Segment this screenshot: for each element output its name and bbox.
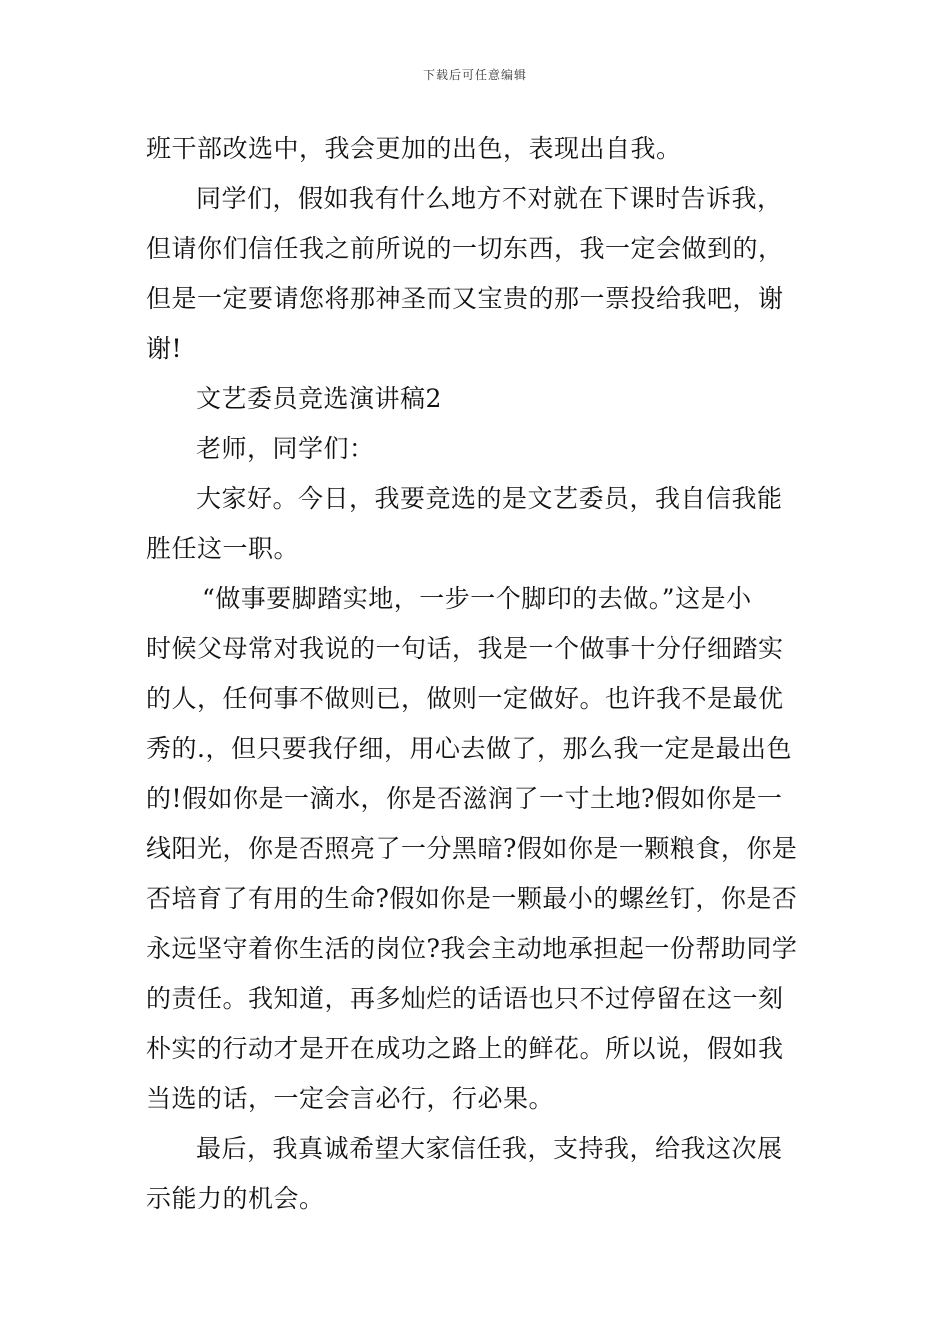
text-line: 大家好。今日，我要竞选的是文艺委员，我自信我能 [196,484,783,513]
text-line: 朴实的行动才是开在成功之路上的鲜花。所以说，假如我 [146,1034,784,1063]
text-line: 否培育了有用的生命?假如你是一颗最小的螺丝钉，你是否 [146,884,798,913]
text-line: 永远坚守着你生活的岗位?我会主动地承担起一份帮助同学 [146,934,798,963]
text-line: “做事要脚踏实地，一步一个脚印的去做。”这是小 [202,584,752,613]
text-line: 的责任。我知道，再多灿烂的话语也只不过停留在这一刻 [146,984,784,1013]
section-title: 文艺委员竞选演讲稿2 [196,384,442,413]
text-line: 示能力的机会。 [146,1184,325,1213]
text-line: 但请你们信任我之前所说的一切东西，我一定会做到的， [146,234,784,263]
text-line: 的!假如你是一滴水，你是否滋润了一寸土地?假如你是一 [146,784,783,813]
text-line: 当选的话，一定会言必行，行必果。 [146,1084,555,1113]
text-line: 谢! [146,334,183,363]
text-line: 秀的.，但只要我仔细，用心去做了，那么我一定是最出色 [146,734,792,763]
text-line: 时候父母常对我说的一句话，我是一个做事十分仔细踏实 [146,634,784,663]
page-header-note: 下载后可任意编辑 [422,68,527,82]
text-line: 的人，任何事不做则已，做则一定做好。也许我不是最优 [146,684,784,713]
salutation: 老师，同学们： [196,434,375,463]
text-line: 但是一定要请您将那神圣而又宝贵的那一票投给我吧，谢 [146,284,784,313]
text-line: 胜任这一职。 [146,534,300,563]
text-line: 同学们，假如我有什么地方不对就在下课时告诉我， [196,184,783,213]
text-line: 班干部改选中，我会更加的出色，表现出自我。 [146,134,682,163]
text-line: 最后，我真诚希望大家信任我，支持我，给我这次展 [196,1134,783,1163]
document-body [146,124,810,1224]
text-line: 线阳光，你是否照亮了一分黑暗?假如你是一颗粮食，你是 [146,834,798,863]
